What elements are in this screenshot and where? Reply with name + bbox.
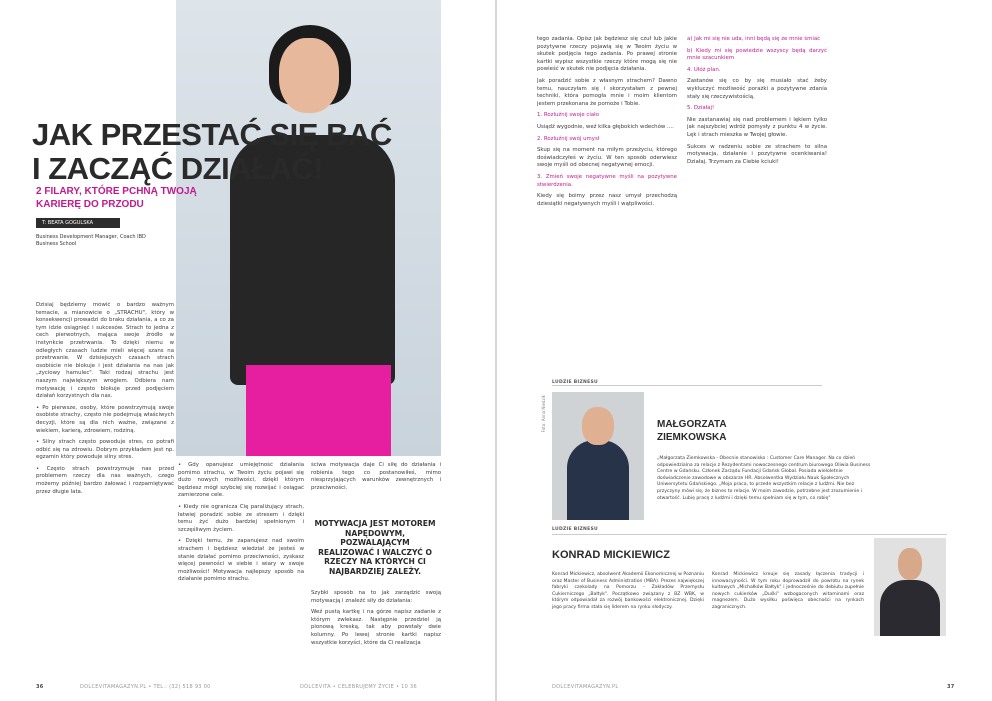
step-heading: 2. Rozluźnij swój umysł <box>537 135 600 142</box>
article-subheadline: 2 FILARY, KTÓRE PCHNĄ TWOJĄ KARIERĘ DO PRZODU <box>36 186 197 210</box>
paragraph: • Często strach powstrzymuje nas przed problemem rzeczy dla nas ważnych, czego możemy później bardzo żałować i rozpamiętywać przez długie lata. <box>36 465 174 495</box>
profile-bio-ziemkowska: „Małgorzata Ziemkowska - Obecnie stanowisko : Customer Care Manager. Na co dzień odpowiedzialna za relacje z Rezydentami nowoczesnego centrum biurowego Oliwia Business Centre w Gdańsku. Członek Zarządu Fundacji Gdańsk Global. Posiada wieloletnie doświadczenie zawodowe w obszarze HR. Absolwentka Wydziału Nauk Społecznych Uniwersytetu Gdańskiego. „Moja praca, to przede wszystkim relacje z ludźmi. Nie bez przyczyny mówi się, że biznes to relacje. W moim zawodzie, potrzebne jest zrozumienie i otwartość. Lubię pracę z ludźmi i dzięki temu spełniam się w tym, co robię" <box>657 456 871 501</box>
paragraph: Nie zastanawiaj się nad problemem i lękiem tylko jak najszybciej wdróż pomysły z punktu 4 w życie. Lęk i strach mieszka w Twojej głowie. <box>687 116 827 138</box>
section-label-business: LUDZIE BIZNESU <box>552 380 598 385</box>
section-divider <box>552 385 822 386</box>
ziemkowska-portrait <box>552 392 644 520</box>
paragraph: Weź pustą kartkę i na górze napisz zadanie z którym zwlekasz. Następnie przedziel ją pionową kreską, tak aby powstały dwie kolumny. Po lewej stronie kartki napisz wszystkie korzyści, które da Ci realizacja <box>311 609 441 646</box>
right-column-1 <box>537 36 677 376</box>
paragraph: Jak poradzić sobie z własnym strachem? Dawno temu, nauczyłam się i skorzystałam z pewnej techniki, która pomogła mnie i moim klientom jestem przekonana że pomoże i Tobie. <box>537 77 677 107</box>
left-footer-contact: DOLCEVITAMAGAZYN.PL • TEL.: (32) 518 93 00 <box>80 684 211 690</box>
paragraph: • Silny strach często powoduje stres, co potrafi odbić się na zdrowiu. Dobrym przykładem jest np. egzamin który powoduje silny stres. <box>36 439 174 461</box>
paragraph: Kiedy się boimy przez nasz umysł przechodzą dziesiątki negatywnych myśli i wątpliwości. <box>537 193 677 207</box>
pull-quote: MOTYWACJA JEST MOTOREM NAPĘDOWYM, POZWALAJĄCYM REALIZOWAĆ I WALCZYĆ O RZECZY NA KTÓRYCH CI NAJBARDZIEJ ZALEŻY. <box>314 519 436 576</box>
paragraph: a) Jak mi się nie uda, inni będą się ze mnie śmiać <box>687 36 821 42</box>
left-column-3-top <box>311 462 441 517</box>
paragraph: ściwa motywacja daje Ci siłę do działania i robienia tego co postanowiłeś, mimo niesprzyjających warunków zewnętrznych i przeciwności. <box>311 462 441 491</box>
paragraph: • Dzięki temu, że zapanujesz nad swoim strachem i będziesz wiedział że jesteś w stanie działać pomimo przeciwności, zyskasz więcej pewności w siebie i wiary w swoje możliwości! Motywacja najlepszy sposób na działanie pomimo strachu. <box>178 538 304 583</box>
left-column-1 <box>36 302 174 682</box>
profile-bio-mickiewicz-2: Konrad Mickiewicz kreuje się zasady łączenia tradycji i innowacyjności. W tym roku doprowadził do powrotu na rynek kultowych „Michałków Bałtyk" i jednocześnie do debiutu zupełnie nowych cukierków „Duśki" wzbogaconych witaminami oraz magnezem. Dużo wysiłku poświęca obecności na rynkach zagranicznych. <box>712 572 864 610</box>
paragraph: Sukces w radzeniu sobie ze strachem to silna motywacja, działanie i pozytywne ocenkiwania! Działaj. Trzymam za Ciebie kciuki! <box>687 143 827 165</box>
last-name: ZIEMKOWSKA <box>657 432 727 443</box>
right-margin-background <box>821 0 992 701</box>
left-column-3-bottom <box>311 590 441 682</box>
author-tag: T: BEATA GOGULSKA <box>36 218 120 228</box>
step-heading: 1. Rozluźnij swoje ciało <box>537 112 599 119</box>
right-page-number: 37 <box>947 684 955 690</box>
profile-bio-mickiewicz-1: Konrad Mickiewicz, absolwent Akademii Ekonomicznej w Poznaniu oraz Master of Business Administration (MBA). Prezes największej fabryki czekolady na Pomorzu – Zakładów Przemysłu Cukierniczego „Bałtyk". Początkowo związany z BZ WBK, w którym odpowiadał za rozwój bankowości elektronicznej. Dzięki jego pracy firma stała się liderem na rynku słodyczy. <box>552 572 704 610</box>
article-headline <box>32 118 392 186</box>
paragraph: Dzisiaj będziemy mówić o bardzo ważnym temacie, a mianowicie o „STRACHU", który w konsekwencji prowadzi do braku działania, a co za tym idzie osiągnięć i sukcesów. Strach to jedna z cech pierwotnych, mająca swoje źródło w instynkcie przetrwania. To dzięki niemu w odległych czasach ludzie mieli więcej szans na przetrwanie. W dzisiejszych czasach strach osobiście nie blokuje i jest działania na nas jak „życiowy hamulec". Taki rodzaj strachu jest naszym największym wrogiem. Odbiera nam motywację i często blokuje przed podjęciem działań korzystnych dla nas. <box>36 302 174 400</box>
paragraph: b) Kiedy mi się powiedzie wszyscy będą darzyć mnie szacunkiem <box>687 47 827 62</box>
portrait-body <box>567 440 629 520</box>
photo-credit: Foto: Anna Niedzik <box>541 395 546 433</box>
left-column-2 <box>178 462 304 680</box>
cover-portrait-photo <box>176 0 441 456</box>
headline-line-1: JAK PRZESTAĆ SIĘ BAĆ <box>32 117 392 152</box>
section-label-business: LUDZIE BIZNESU <box>552 527 598 532</box>
paragraph: • Po pierwsze, osoby, które powstrzymują swoje osobiste strachy, często nie podejmują właściwych decyzji, które są dla nich ważne, związane z wiekiem, karierą, zdrowiem, rodziną. <box>36 404 174 434</box>
portrait-face <box>279 38 339 113</box>
portrait-skirt <box>246 365 391 456</box>
step-heading: 3. Zmień swoje negatywne myśli na pozytywne stwierdzenia. <box>537 173 677 188</box>
profile-name-ziemkowska <box>657 418 727 444</box>
paragraph: • Kiedy nie ogranicza Cię paraliżujący strach, łatwiej poradzić sobie ze stresem i dzięki temu żyć dużo bardziej spełnionym i szczęśliwym życiem. <box>178 503 304 533</box>
paragraph: Zastanów się co by się musiało stać żeby wykluczyć możliwość porażki a pozytywne zdania stały się rzeczywistością. <box>687 78 827 100</box>
right-footer-url: DOLCEVITAMAGAZYN.PL <box>552 684 619 690</box>
paragraph: Skup się na moment na miłym przeżyciu, którego doświadczyłeś w życiu. W ten sposób oderwiesz swoje myśli od obecnej negatywnej emocji. <box>537 147 677 169</box>
author-role: Business Development Manager, Coach IBD Business School <box>36 234 146 247</box>
paragraph: Usiądź wygodnie, weź kilka głębokich wdechów .... <box>537 123 674 130</box>
first-name: MAŁGORZATA <box>657 419 727 430</box>
left-footer-brand: DOLCEVITA • CELEBRUJEMY ŻYCIE • 10 36 <box>300 684 417 690</box>
paragraph: tego zadania. Opisz jak będziesz się czuł lub jakie pozytywne rzeczy pojawią się w Twoim życiu w skutek podjęcia tego zadania. Po prawej stronie kartki wypisz wszystkie rzeczy które mogą się nie powieść w skutek nie podjęcia działania. <box>537 36 677 73</box>
paragraph: Szybki sposób na to jak zarządzić swoją motywacją i znaleźć siły do działania: <box>311 590 441 604</box>
headline-line-2: I ZACZĄĆ DZIAŁAĆ! <box>32 151 324 186</box>
paragraph: • Gdy opanujesz umiejętność działania pomimo strachu, w Twoim życiu pojawi się dużo nowych możliwości, dzięki którym będziesz mógł szybciej się rozwijać i osiągać zamierzone cele. <box>178 462 304 499</box>
left-page <box>0 0 495 701</box>
right-column-2 <box>687 36 827 376</box>
step-heading: 5. Działaj! <box>687 105 715 112</box>
portrait-face <box>582 407 614 445</box>
step-heading: 4. Ułóż plan. <box>687 66 721 73</box>
profile-name-mickiewicz: KONRAD MICKIEWICZ <box>552 549 670 561</box>
left-page-number: 36 <box>36 684 44 690</box>
